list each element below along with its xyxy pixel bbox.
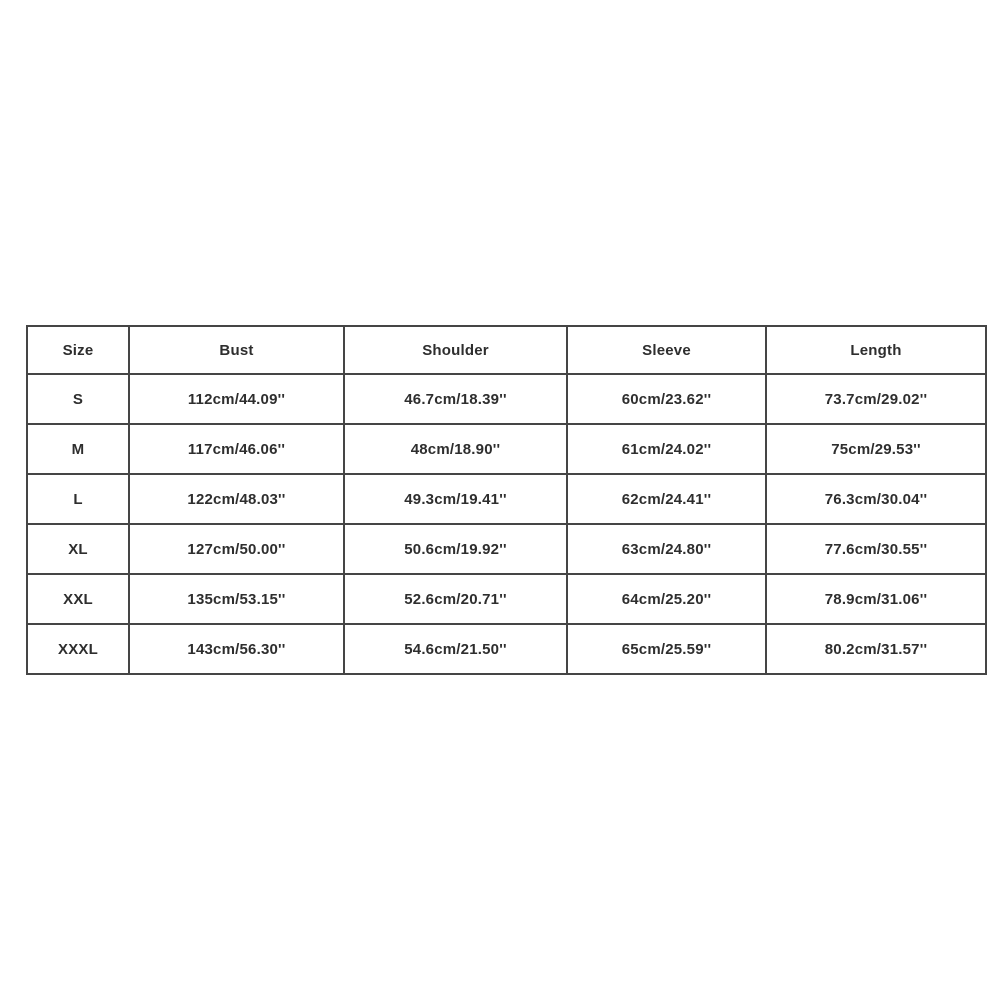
row-size-label: L <box>27 474 129 524</box>
measurement-cell: 135cm/53.15'' <box>129 574 344 624</box>
measurement-cell: 127cm/50.00'' <box>129 524 344 574</box>
row-size-label: XL <box>27 524 129 574</box>
measurement-cell: 76.3cm/30.04'' <box>766 474 986 524</box>
measurement-cell: 63cm/24.80'' <box>567 524 766 574</box>
measurement-cell: 78.9cm/31.06'' <box>766 574 986 624</box>
measurement-cell: 54.6cm/21.50'' <box>344 624 567 674</box>
table-row <box>27 624 986 674</box>
measurement-cell: 60cm/23.62'' <box>567 374 766 424</box>
measurement-cell: 80.2cm/31.57'' <box>766 624 986 674</box>
column-header-length: Length <box>766 326 986 374</box>
measurement-cell: 50.6cm/19.92'' <box>344 524 567 574</box>
measurement-cell: 117cm/46.06'' <box>129 424 344 474</box>
size-chart-header <box>27 326 986 374</box>
table-row <box>27 474 986 524</box>
row-size-label: S <box>27 374 129 424</box>
column-header-bust: Bust <box>129 326 344 374</box>
row-size-label: M <box>27 424 129 474</box>
measurement-cell: 122cm/48.03'' <box>129 474 344 524</box>
table-row <box>27 574 986 624</box>
measurement-cell: 64cm/25.20'' <box>567 574 766 624</box>
column-header-sleeve: Sleeve <box>567 326 766 374</box>
column-header-size: Size <box>27 326 129 374</box>
measurement-cell: 143cm/56.30'' <box>129 624 344 674</box>
measurement-cell: 61cm/24.02'' <box>567 424 766 474</box>
measurement-cell: 73.7cm/29.02'' <box>766 374 986 424</box>
size-chart <box>26 325 987 675</box>
measurement-cell: 65cm/25.59'' <box>567 624 766 674</box>
size-chart-body <box>27 374 986 674</box>
measurement-cell: 52.6cm/20.71'' <box>344 574 567 624</box>
table-row <box>27 524 986 574</box>
measurement-cell: 48cm/18.90'' <box>344 424 567 474</box>
row-size-label: XXXL <box>27 624 129 674</box>
row-size-label: XXL <box>27 574 129 624</box>
size-chart-table <box>26 325 987 675</box>
measurement-cell: 77.6cm/30.55'' <box>766 524 986 574</box>
table-row <box>27 424 986 474</box>
table-row <box>27 374 986 424</box>
measurement-cell: 112cm/44.09'' <box>129 374 344 424</box>
measurement-cell: 75cm/29.53'' <box>766 424 986 474</box>
header-row <box>27 326 986 374</box>
measurement-cell: 49.3cm/19.41'' <box>344 474 567 524</box>
measurement-cell: 46.7cm/18.39'' <box>344 374 567 424</box>
measurement-cell: 62cm/24.41'' <box>567 474 766 524</box>
column-header-shoulder: Shoulder <box>344 326 567 374</box>
